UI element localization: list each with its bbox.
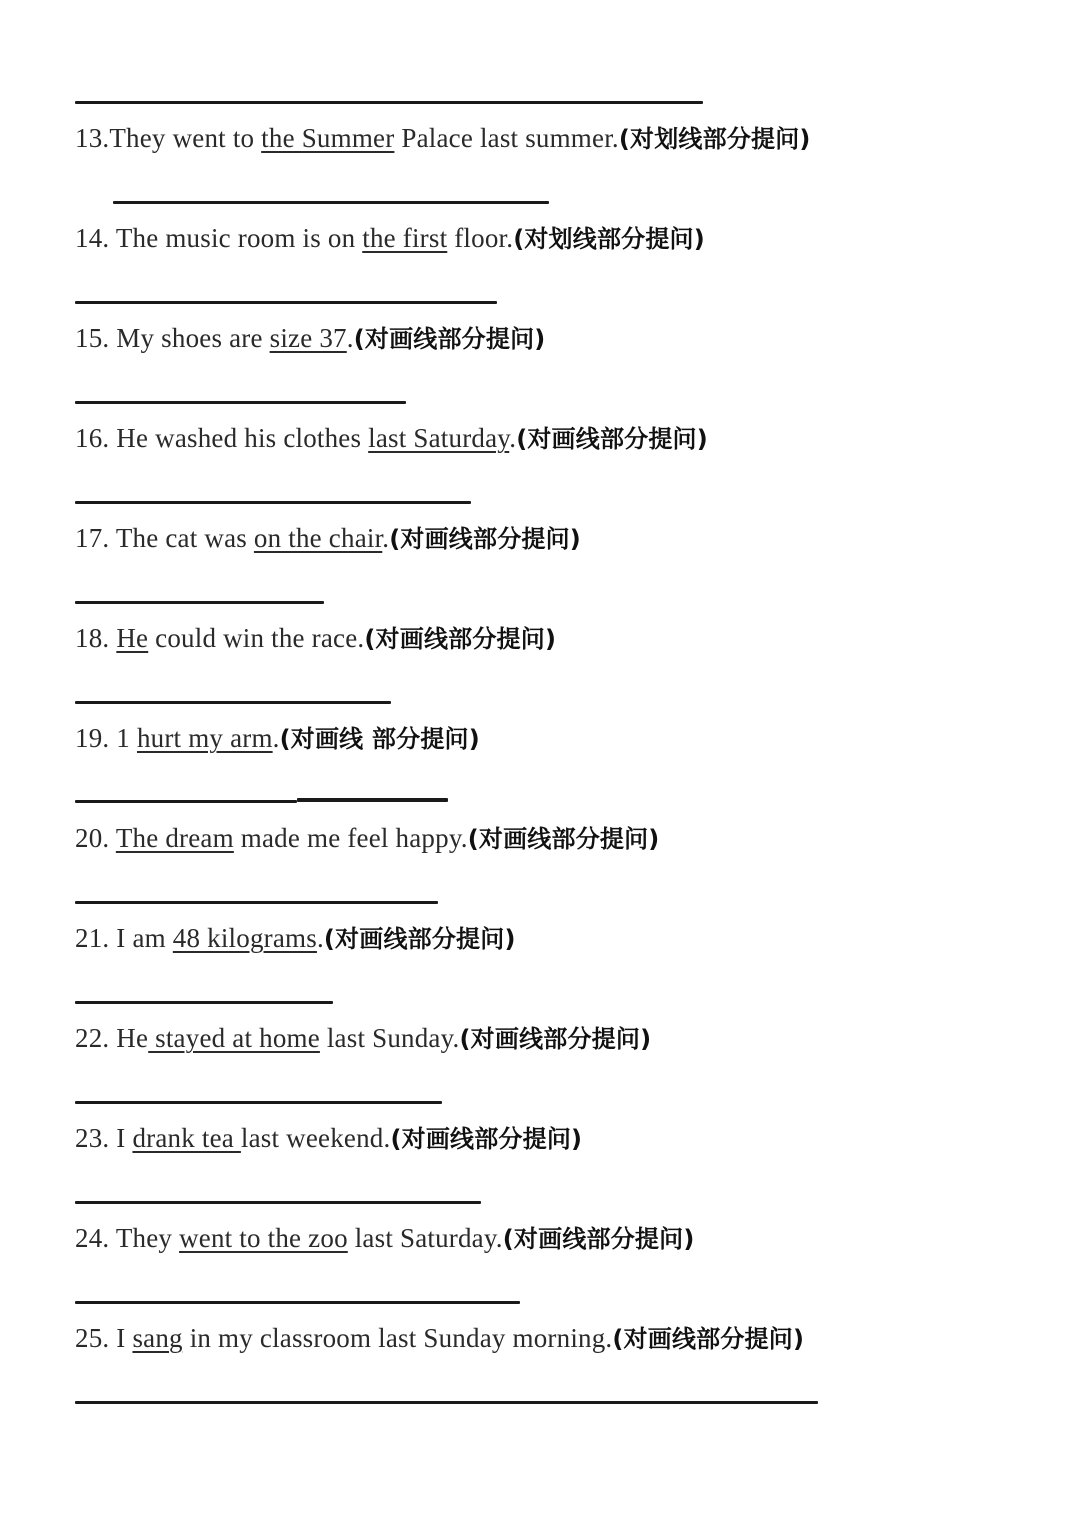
underlined-part: stayed at home [148,1023,320,1053]
answer-blank-24[interactable] [75,1301,520,1304]
instruction-text: (对画线部分提问) [364,625,557,653]
question-number: 22. [75,1023,110,1053]
answer-blank-23[interactable] [75,1201,481,1204]
instruction-text: (对画线部分提问) [467,825,660,853]
underlined-part: on the chair [253,523,383,553]
instruction-text: (对画线部分提问) [390,1125,583,1153]
question-number: 20. [75,823,110,853]
sentence-text: 1 [109,723,137,753]
sentence-text: I [109,1123,133,1153]
underlined-part: went to the zoo [179,1223,348,1253]
question-16 [75,420,708,457]
answer-blank-15[interactable] [75,401,406,404]
answer-blank-25[interactable] [75,1401,818,1404]
question-number: 14. [75,223,110,253]
sentence-text: He washed his clothes [109,423,369,453]
question-number: 19. [75,723,110,753]
question-25 [75,1320,804,1357]
question-number: 15. [75,323,110,353]
question-14 [75,220,705,257]
question-number: 13. [75,123,110,153]
sentence-text: I am [109,923,173,953]
answer-blank-20[interactable] [75,901,438,904]
underlined-part: sang [132,1323,183,1353]
sentence-text: The cat was [109,523,254,553]
underlined-part: He [116,623,149,653]
underlined-part: drank tea [132,1123,241,1153]
sentence-text: . [272,723,280,753]
instruction-text: (对划线部分提问) [618,125,811,153]
question-20 [75,820,659,857]
underlined-part: hurt my arm [136,723,273,753]
question-number: 25. [75,1323,110,1353]
instruction-text: (对画线 部分提问) [279,725,480,753]
sentence-text: floor. [447,223,514,253]
instruction-text: (对画线部分提问) [516,425,708,453]
instruction-text: (对画线部分提问) [323,925,516,953]
question-24 [75,1220,695,1257]
sentence-text: The music room is on [109,223,363,253]
answer-blank-14[interactable] [75,301,497,304]
instruction-text: (对画线部分提问) [459,1025,652,1053]
answer-blank-21[interactable] [75,1001,333,1004]
sentence-text: Palace last summer. [394,123,619,153]
underlined-part: last Saturday [368,423,510,453]
underlined-part: The dream [115,823,234,853]
sentence-text: My shoes are [109,323,270,353]
answer-blank-16[interactable] [75,501,471,504]
sentence-text: could win the race. [148,623,365,653]
question-number: 24. [75,1223,110,1253]
underlined-part: 48 kilograms [172,923,317,953]
question-number: 21. [75,923,110,953]
answer-blank-18[interactable] [75,701,391,704]
instruction-text: (对画线部分提问) [502,1225,695,1253]
sentence-text: in my classroom last Sunday morning. [182,1323,613,1353]
question-17 [75,520,581,557]
sentence-text: last Saturday. [347,1223,503,1253]
answer-blank-22[interactable] [75,1101,442,1104]
sentence-text: made me feel happy. [233,823,468,853]
question-19 [75,720,480,757]
sentence-text: last weekend. [240,1123,391,1153]
question-15 [75,320,545,357]
instruction-text: (对划线部分提问) [513,225,705,253]
sentence-text: They went to [109,123,262,153]
question-number: 16. [75,423,110,453]
sentence-text: They [109,1223,180,1253]
instruction-text: (对画线部分提问) [353,325,546,353]
instruction-text: (对画线部分提问) [389,525,581,553]
sentence-text: He [109,1023,149,1053]
sentence-text: . [509,423,517,453]
question-23 [75,1120,582,1157]
answer-blank-17[interactable] [75,601,324,604]
question-number: 23. [75,1123,110,1153]
instruction-text: (对画线部分提问) [612,1325,805,1353]
question-21 [75,920,516,957]
sentence-text: last Sunday. [319,1023,460,1053]
question-22 [75,1020,651,1057]
underlined-part: the first [362,223,448,253]
answer-blank-12[interactable] [75,101,703,104]
sentence-text: I [109,1323,133,1353]
answer-blank-19[interactable] [75,800,297,803]
question-13 [75,120,811,157]
question-18 [75,620,556,657]
question-number: 18. [75,623,110,653]
sentence-text: . [382,523,390,553]
answer-blank-19-extension[interactable] [297,798,448,802]
sentence-text: . [346,323,354,353]
question-number: 17. [75,523,110,553]
underlined-part: the Summer [261,123,395,153]
sentence-text: . [316,923,324,953]
answer-blank-13[interactable] [113,201,549,204]
underlined-part: size 37 [269,323,347,353]
